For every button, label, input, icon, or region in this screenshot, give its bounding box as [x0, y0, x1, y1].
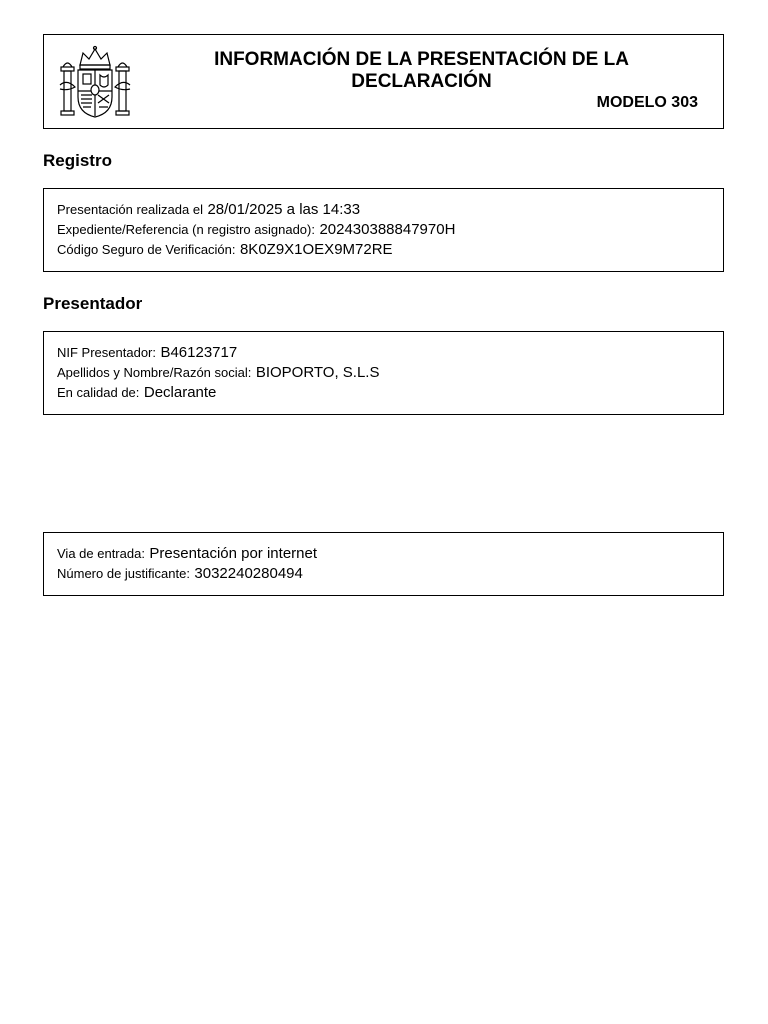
- spain-coat-of-arms-icon: [58, 45, 132, 121]
- document-title: INFORMACIÓN DE LA PRESENTACIÓN DE LA DECLARACIÓN: [214, 49, 629, 92]
- registro-row-fecha: Presentación realizada el 28/01/2025 a las 14:33: [57, 201, 361, 218]
- presentador-calidad-value: Declarante: [143, 384, 217, 401]
- registro-expediente-value: 202430388847970H: [319, 221, 456, 238]
- presentador-nombre-value: BIOPORTO, S.L.S: [255, 364, 380, 381]
- modelo-number: MODELO 303: [596, 94, 698, 111]
- presentador-row-nif: NIF Presentador: B46123717: [57, 344, 238, 361]
- entrada-box: [43, 532, 724, 596]
- document-header: [43, 34, 724, 129]
- entrada-via-value: Presentación por internet: [149, 545, 318, 562]
- registro-row-expediente: Expediente/Referencia (n registro asignado): 202430388847970H: [57, 221, 456, 238]
- entrada-justificante-value: 3032240280494: [194, 565, 303, 582]
- registro-csv-value: 8K0Z9X1OEX9M72RE: [239, 241, 393, 258]
- entrada-row-justificante: Número de justificante: 3032240280494: [57, 565, 303, 582]
- registro-box: [43, 188, 724, 272]
- section-heading-presentador: Presentador: [43, 294, 143, 313]
- section-heading-registro: Registro: [43, 151, 112, 170]
- registro-fecha-value: 28/01/2025 a las 14:33: [207, 201, 361, 218]
- presentador-row-nombre: Apellidos y Nombre/Razón social: BIOPORTO, S.L.S: [57, 364, 380, 381]
- entrada-row-via: Via de entrada: Presentación por internet: [57, 545, 318, 562]
- presentador-row-calidad: En calidad de: Declarante: [57, 384, 217, 401]
- presentador-nif-value: B46123717: [160, 344, 238, 361]
- presentador-box: [43, 331, 724, 415]
- registro-row-csv: Código Seguro de Verificación: 8K0Z9X1OEX9M72RE: [57, 241, 393, 258]
